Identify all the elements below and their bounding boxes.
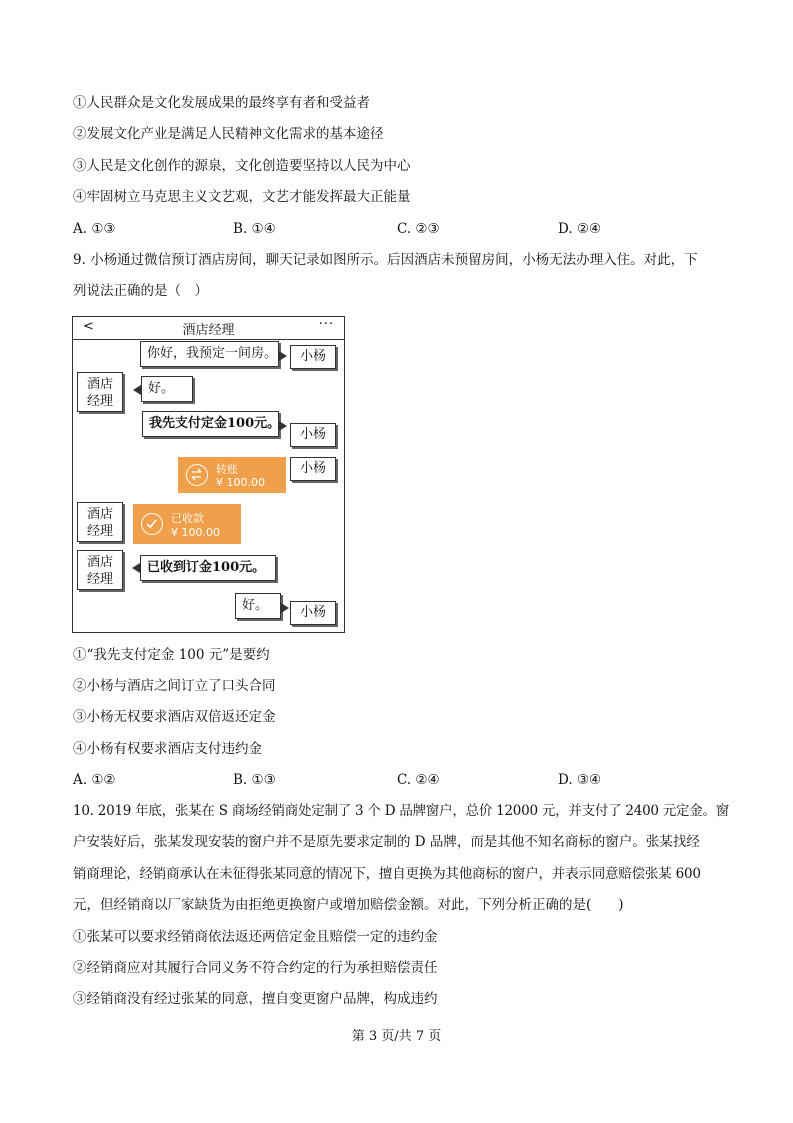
q8-item-1: ①人民群众是文化发展成果的最终享有者和受益者: [73, 95, 370, 111]
transfer-icon: [186, 464, 208, 486]
q9-item-1: ①“我先支付定金 100 元”是要约: [73, 647, 270, 663]
chat-message-4: 已收到订金100元。: [140, 555, 276, 581]
q9-option-d: D. ③④: [558, 772, 602, 788]
checkmark-icon: [141, 513, 163, 535]
q10-stem-line-4: 元，但经销商以厂家缺货为由拒绝更换窗户或增加赔偿金额。对此，下列分析正确的是( ): [73, 897, 624, 913]
back-arrow-icon: <: [83, 319, 94, 334]
q8-item-4: ④牢固树立马克思主义文艺观，文艺才能发挥最大正能量: [73, 189, 411, 205]
q10-item-2: ②经销商应对其履行合同义务不符合约定的行为承担赔偿责任: [73, 960, 438, 976]
avatar-label-line-1: 酒店: [86, 507, 113, 522]
chat-message-2: 好。: [141, 376, 193, 402]
q9-stem-line-1: 9. 小杨通过微信预订酒店房间，聊天记录如图所示。后因酒店未预留房间，小杨无法办理入住。对此，下: [73, 252, 698, 268]
avatar-hotel-manager: [77, 372, 123, 412]
page-footer: 第 3 页/共 7 页: [351, 1029, 442, 1044]
q10-stem-line-1: 10. 2019 年底，张某在 S 商场经销商处定制了 3 个 D 品牌窗户，总价 12000 元，并支付了 2400 元定金。窗: [73, 803, 730, 819]
q10-item-3: ③经销商没有经过张某的同意，擅自变更窗户品牌，构成违约: [73, 991, 438, 1007]
q9-item-2: ②小杨与酒店之间订立了口头合同: [73, 678, 276, 694]
more-options-icon: ···: [318, 317, 334, 332]
q8-item-2: ②发展文化产业是满足人民精神文化需求的基本途径: [73, 126, 384, 142]
transfer-card: [178, 457, 286, 493]
received-amount: ¥ 100.00: [171, 526, 220, 539]
chat-message-3: 我先支付定金100元。: [142, 411, 279, 437]
avatar-xiaoyang: 小杨: [290, 423, 336, 447]
q10-item-1: ①张某可以要求经销商依法返还两倍定金且赔偿一定的违约金: [73, 929, 438, 945]
q9-option-a: A. ①②: [73, 772, 116, 788]
q8-option-a: A. ①③: [73, 221, 116, 237]
q8-option-c: C. ②③: [397, 221, 440, 237]
q9-item-3: ③小杨无权要求酒店双倍返还定金: [73, 709, 276, 725]
received-card: [133, 504, 241, 544]
chat-title: 酒店经理: [182, 323, 235, 338]
chat-message-1: 你好，我预定一间房。: [140, 341, 279, 367]
avatar-label-line-1: 酒店: [86, 377, 113, 392]
avatar-label-line-1: 酒店: [86, 555, 113, 570]
bubble-tail-icon: [279, 421, 287, 431]
transfer-amount: ¥ 100.00: [216, 476, 265, 489]
q9-stem-line-2: 列说法正确的是（ ）: [73, 283, 208, 299]
q10-stem-line-2: 户安装好后，张某发现安装的窗户并不是原先要求定制的 D 品牌，而是其他不知名商标的窗户。张某找经: [73, 834, 700, 850]
bubble-tail-icon: [279, 351, 287, 361]
bubble-tail-icon: [132, 563, 140, 573]
avatar-hotel-manager: [77, 502, 123, 542]
q9-item-4: ④小杨有权要求酒店支付违约金: [73, 741, 262, 757]
avatar-label-line-2: 经理: [86, 572, 113, 587]
q10-stem-line-3: 销商理论，经销商承认在未征得张某同意的情况下，擅自更换为其他商标的窗户，并表示同意赔偿张某 600: [73, 866, 701, 882]
avatar-label-line-2: 经理: [86, 524, 113, 539]
q9-option-b: B. ①③: [233, 772, 276, 788]
bubble-tail-icon: [281, 603, 289, 613]
chat-screenshot-figure: [72, 316, 345, 633]
q8-item-3: ③人民是文化创作的源泉，文化创造要坚持以人民为中心: [73, 158, 411, 174]
transfer-label: 转账: [216, 463, 238, 476]
q9-option-c: C. ②④: [397, 772, 440, 788]
avatar-hotel-manager: [77, 550, 123, 590]
chat-message-5: 好。: [235, 593, 281, 619]
avatar-xiaoyang: 小杨: [290, 457, 336, 481]
q8-option-d: D. ②④: [558, 221, 602, 237]
avatar-xiaoyang: 小杨: [290, 601, 336, 625]
q8-option-b: B. ①④: [233, 221, 276, 237]
avatar-xiaoyang: 小杨: [290, 345, 336, 369]
received-label: 已收款: [171, 512, 204, 525]
avatar-label-line-2: 经理: [86, 394, 113, 409]
chat-header: [73, 317, 344, 340]
bubble-tail-icon: [133, 385, 141, 395]
